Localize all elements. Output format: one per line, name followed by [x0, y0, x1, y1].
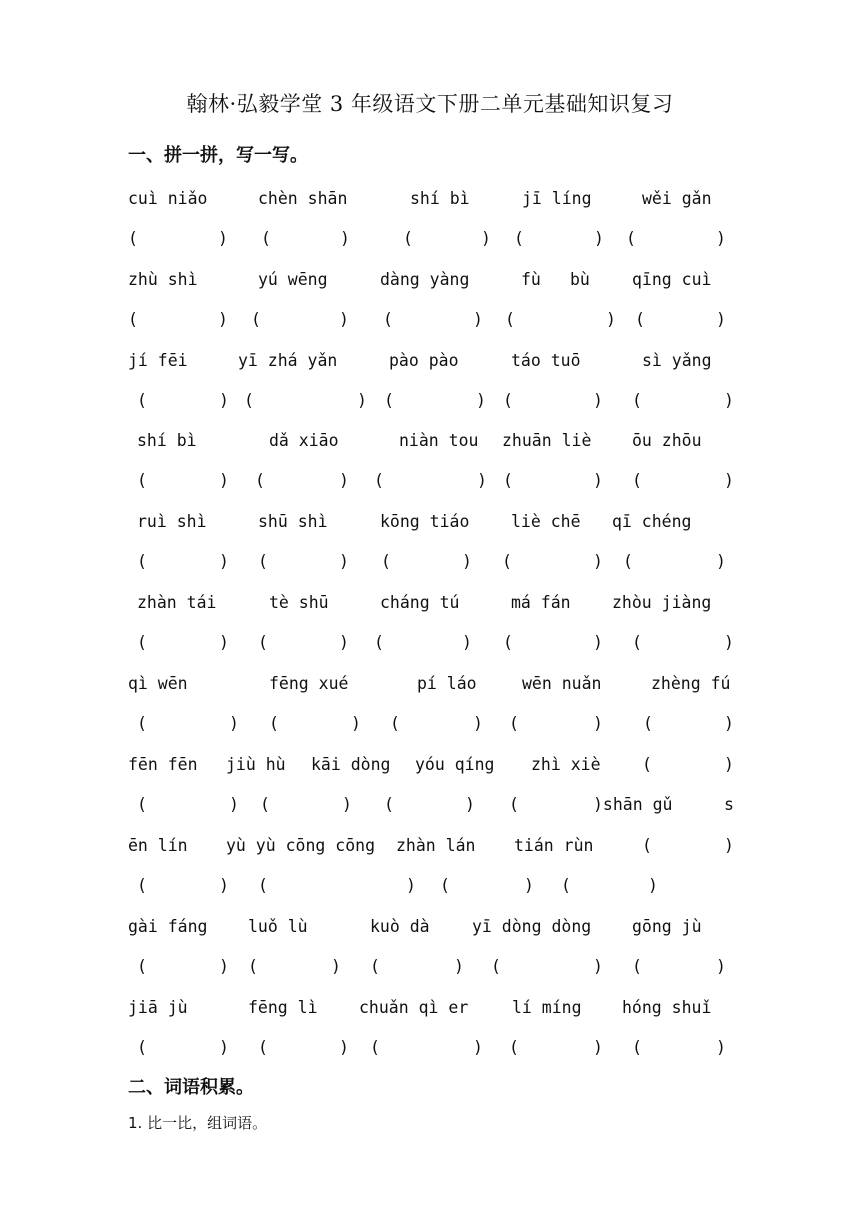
- answer-bracket: ): [724, 755, 734, 774]
- answer-bracket: ): [219, 471, 229, 490]
- answer-bracket: ): [351, 714, 361, 733]
- answer-bracket: (: [384, 391, 394, 410]
- answer-bracket: ): [716, 1038, 726, 1057]
- answer-bracket: ): [593, 391, 603, 410]
- pinyin-word: sì yǎng: [642, 351, 712, 370]
- answer-bracket: ): [724, 471, 734, 490]
- answer-bracket: ): [406, 876, 416, 895]
- pinyin-word: shí bì: [137, 431, 197, 450]
- answer-blank-row: [0, 226, 860, 252]
- pinyin-word: jiù hù: [226, 755, 286, 774]
- answer-bracket: ): [339, 1038, 349, 1057]
- pinyin-word: luǒ lù: [248, 917, 308, 936]
- answer-blank-row: [0, 711, 860, 737]
- answer-bracket: (: [258, 1038, 268, 1057]
- answer-bracket: (: [509, 714, 519, 733]
- pinyin-word: jí fēi: [128, 351, 188, 370]
- answer-bracket: ): [340, 229, 350, 248]
- answer-bracket: (: [503, 471, 513, 490]
- answer-bracket: ): [357, 391, 367, 410]
- answer-bracket: (: [623, 552, 633, 571]
- answer-bracket: ): [716, 229, 726, 248]
- answer-bracket: (: [643, 714, 653, 733]
- answer-bracket: ): [724, 633, 734, 652]
- pinyin-word: gōng jù: [632, 917, 702, 936]
- pinyin-word: zhì xiè: [531, 755, 601, 774]
- page-title: 翰林·弘毅学堂 3 年级语文下册二单元基础知识复习: [186, 92, 674, 116]
- answer-bracket: (: [258, 633, 268, 652]
- answer-bracket: (: [248, 957, 258, 976]
- answer-bracket: (: [374, 471, 384, 490]
- pinyin-word: wēn nuǎn: [522, 674, 602, 693]
- section-1-heading: 一、拼一拼，写一写。: [128, 145, 308, 166]
- pinyin-word: cuì niǎo: [128, 189, 208, 208]
- answer-blank-row: [0, 468, 860, 494]
- answer-bracket: (: [137, 552, 147, 571]
- answer-bracket: ): [473, 714, 483, 733]
- pinyin-word: yù yù cōng cōng: [226, 836, 376, 855]
- answer-blank-row: [0, 388, 860, 414]
- answer-bracket: ): [593, 714, 603, 733]
- answer-bracket: (: [561, 876, 571, 895]
- answer-bracket: (: [137, 471, 147, 490]
- answer-bracket: ): [219, 552, 229, 571]
- answer-bracket: (: [128, 229, 138, 248]
- pinyin-word: dàng yàng: [380, 270, 470, 289]
- answer-bracket: ): [594, 229, 604, 248]
- pinyin-word: fēng lì: [248, 998, 318, 1017]
- answer-bracket: (: [137, 876, 147, 895]
- pinyin-word: pào pào: [389, 351, 459, 370]
- pinyin-row: [0, 914, 860, 940]
- answer-bracket: ): [716, 310, 726, 329]
- pinyin-word: zhù shì: [128, 270, 198, 289]
- answer-bracket: (: [403, 229, 413, 248]
- answer-bracket: ): [716, 957, 726, 976]
- pinyin-word: shū shì: [258, 512, 328, 531]
- pinyin-row: [0, 509, 860, 535]
- answer-bracket: ): [219, 876, 229, 895]
- answer-bracket: (: [244, 391, 254, 410]
- answer-bracket: (: [509, 1038, 519, 1057]
- answer-bracket: ): [218, 229, 228, 248]
- pinyin-word: zhèng fú: [651, 674, 731, 693]
- pinyin-word: jī líng: [522, 189, 592, 208]
- answer-bracket: ): [593, 552, 603, 571]
- answer-bracket: (: [269, 714, 279, 733]
- answer-bracket: (: [440, 876, 450, 895]
- answer-bracket: (: [632, 633, 642, 652]
- pinyin-word: qì wēn: [128, 674, 188, 693]
- pinyin-word: jiā jù: [128, 998, 188, 1017]
- answer-bracket: (: [370, 1038, 380, 1057]
- answer-blank-row: [0, 549, 860, 575]
- answer-bracket: ): [229, 714, 239, 733]
- pinyin-row: [0, 752, 860, 778]
- pinyin-word: ēn lín: [128, 836, 188, 855]
- pinyin-word: fēng xué: [269, 674, 349, 693]
- pinyin-word: má fán: [511, 593, 571, 612]
- answer-bracket: ): [724, 714, 734, 733]
- answer-bracket: ): [606, 310, 616, 329]
- answer-bracket: (: [503, 391, 513, 410]
- pinyin-word: lí míng: [512, 998, 582, 1017]
- pinyin-row: [0, 833, 860, 859]
- answer-bracket: ): [219, 391, 229, 410]
- pinyin-word: yī zhá yǎn: [238, 351, 338, 370]
- answer-bracket: ): [339, 310, 349, 329]
- pinyin-row: [0, 671, 860, 697]
- answer-bracket: (: [258, 876, 268, 895]
- answer-blank-row: [0, 873, 860, 899]
- answer-bracket: ): [593, 633, 603, 652]
- pinyin-word: zhòu jiàng: [612, 593, 712, 612]
- answer-bracket: (: [137, 795, 147, 814]
- answer-bracket: (: [384, 795, 394, 814]
- pinyin-word: fù: [521, 270, 541, 289]
- answer-bracket: ): [724, 836, 734, 855]
- pinyin-row: [0, 590, 860, 616]
- answer-bracket: (: [137, 633, 147, 652]
- answer-bracket: ): [339, 552, 349, 571]
- answer-bracket: (: [370, 957, 380, 976]
- answer-bracket: ): [342, 795, 352, 814]
- answer-bracket: ): [462, 633, 472, 652]
- answer-bracket: (: [260, 795, 270, 814]
- answer-bracket: ): [229, 795, 239, 814]
- answer-bracket: (: [261, 229, 271, 248]
- pinyin-word: chuǎn qì er: [359, 998, 469, 1017]
- pinyin-word: s: [724, 795, 734, 814]
- answer-bracket: (: [383, 310, 393, 329]
- answer-bracket: (: [635, 310, 645, 329]
- answer-bracket: (: [502, 552, 512, 571]
- answer-bracket: (: [390, 714, 400, 733]
- answer-bracket: (: [137, 957, 147, 976]
- answer-bracket: ): [454, 957, 464, 976]
- pinyin-word: tè shū: [269, 593, 329, 612]
- answer-bracket: ): [218, 310, 228, 329]
- pinyin-row: [0, 995, 860, 1021]
- answer-bracket: (: [251, 310, 261, 329]
- answer-bracket: (: [642, 755, 652, 774]
- pinyin-word: zhàn lán: [396, 836, 476, 855]
- answer-bracket: ): [473, 1038, 483, 1057]
- pinyin-word: yóu qíng: [415, 755, 495, 774]
- pinyin-word: táo tuō: [511, 351, 581, 370]
- answer-bracket: )shān gǔ: [593, 795, 673, 814]
- answer-bracket: (: [258, 552, 268, 571]
- answer-bracket: (: [632, 471, 642, 490]
- answer-bracket: ): [462, 552, 472, 571]
- answer-bracket: (: [137, 391, 147, 410]
- pinyin-word: bù: [570, 270, 590, 289]
- pinyin-row: [0, 186, 860, 212]
- pinyin-word: tián rùn: [514, 836, 594, 855]
- pinyin-word: kōng tiáo: [380, 512, 470, 531]
- answer-bracket: ): [339, 471, 349, 490]
- answer-bracket: (: [632, 1038, 642, 1057]
- answer-bracket: (: [514, 229, 524, 248]
- pinyin-word: kuò dà: [370, 917, 430, 936]
- pinyin-word: gài fáng: [128, 917, 208, 936]
- answer-bracket: ): [716, 552, 726, 571]
- answer-blank-row: [0, 630, 860, 656]
- pinyin-word: qīng cuì: [632, 270, 712, 289]
- answer-bracket: (: [642, 836, 652, 855]
- answer-bracket: ): [331, 957, 341, 976]
- answer-bracket: (: [626, 229, 636, 248]
- answer-bracket: (: [509, 795, 519, 814]
- answer-bracket: (: [137, 714, 147, 733]
- answer-blank-row: [0, 1035, 860, 1061]
- pinyin-word: cháng tú: [380, 593, 460, 612]
- answer-bracket: ): [593, 1038, 603, 1057]
- answer-bracket: (: [503, 633, 513, 652]
- answer-bracket: (: [491, 957, 501, 976]
- answer-bracket: (: [632, 957, 642, 976]
- answer-bracket: ): [465, 795, 475, 814]
- subsection-1-label: 1. 比一比，组词语。: [128, 1114, 268, 1132]
- pinyin-word: shí bì: [410, 189, 470, 208]
- answer-bracket: ): [476, 391, 486, 410]
- answer-bracket: ): [339, 633, 349, 652]
- answer-blank-row: [0, 954, 860, 980]
- pinyin-word: zhàn tái: [137, 593, 217, 612]
- pinyin-word: yú wēng: [258, 270, 328, 289]
- answer-bracket: ): [481, 229, 491, 248]
- pinyin-word: wěi gǎn: [642, 189, 712, 208]
- answer-bracket: (: [255, 471, 265, 490]
- answer-bracket: (: [632, 391, 642, 410]
- pinyin-word: niàn tou: [399, 431, 479, 450]
- answer-bracket: ): [219, 957, 229, 976]
- answer-bracket: ): [724, 391, 734, 410]
- pinyin-word: kāi dòng: [311, 755, 391, 774]
- answer-bracket: (: [128, 310, 138, 329]
- pinyin-word: ruì shì: [137, 512, 207, 531]
- answer-bracket: ): [648, 876, 658, 895]
- answer-blank-row: [0, 792, 860, 818]
- section-2-heading: 二、词语积累。: [128, 1077, 254, 1098]
- pinyin-word: yī dòng dòng: [472, 917, 592, 936]
- answer-bracket: ): [473, 310, 483, 329]
- pinyin-row: [0, 428, 860, 454]
- answer-bracket: ): [219, 633, 229, 652]
- pinyin-word: chèn shān: [258, 189, 348, 208]
- pinyin-word: liè chē: [511, 512, 581, 531]
- answer-bracket: (: [381, 552, 391, 571]
- pinyin-word: zhuān liè: [502, 431, 592, 450]
- answer-bracket: (: [137, 1038, 147, 1057]
- answer-bracket: ): [593, 471, 603, 490]
- pinyin-row: [0, 348, 860, 374]
- pinyin-word: fēn fēn: [128, 755, 198, 774]
- answer-blank-row: [0, 307, 860, 333]
- answer-bracket: ): [593, 957, 603, 976]
- answer-bracket: ): [524, 876, 534, 895]
- answer-bracket: ): [219, 1038, 229, 1057]
- pinyin-word: pí láo: [417, 674, 477, 693]
- pinyin-row: [0, 267, 860, 293]
- answer-bracket: (: [374, 633, 384, 652]
- pinyin-word: dǎ xiāo: [269, 431, 339, 450]
- pinyin-word: hóng shuǐ: [622, 998, 712, 1017]
- pinyin-word: qī chéng: [612, 512, 692, 531]
- pinyin-word: ōu zhōu: [632, 431, 702, 450]
- answer-bracket: (: [505, 310, 515, 329]
- answer-bracket: ): [477, 471, 487, 490]
